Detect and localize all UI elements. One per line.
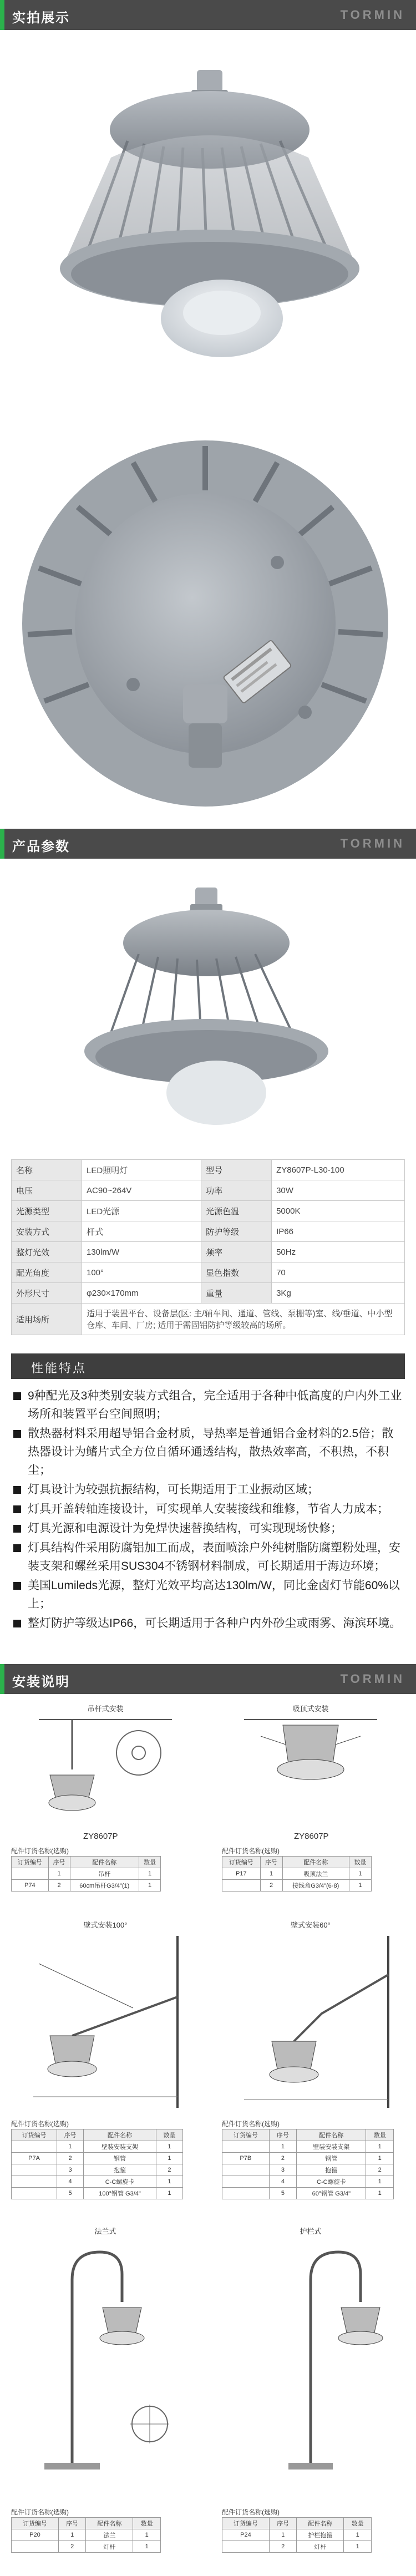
cfg-cell: 订货编号 [222,2518,270,2529]
spec-value: 3Kg [272,1283,405,1304]
diagram-pole [22,2235,189,2474]
diagram-ceiling [239,1714,383,1830]
cfg-cell: 配件名称 [84,2129,156,2141]
product-photo [0,865,416,1143]
cfg-cell: 2 [366,2164,394,2176]
cfg-row [222,1880,372,1892]
cfg-row [222,2141,394,2153]
spec-label: 显色指数 [201,1262,272,1283]
cfg-cell: 2 [156,2164,182,2176]
cfg-cell: 1 [156,2141,182,2153]
cfg-cell: 数量 [366,2129,394,2141]
cfg-table-ceiling [222,1856,372,1892]
spec-value: 70 [272,1262,405,1283]
cfg-cell: 订货编号 [222,1857,261,1868]
cfg-cell: 壁装安装支架 [297,2141,366,2153]
spec-label: 功率 [201,1180,272,1201]
spec-row [12,1283,405,1304]
lamp-photo-top [0,424,416,823]
cfg-cell: 1 [156,2176,182,2188]
spec-value: LED照明灯 [82,1160,201,1180]
spec-value: LED光源 [82,1201,201,1221]
cfg-cell: 数量 [349,1857,371,1868]
cfg-row [12,2176,183,2188]
feature-text: 9种配光及3种类别安装方式组合，完全适用于各种中低高度的户内外工业场所和装置平台空间照明； [28,1390,402,1421]
spec-row [12,1160,405,1180]
feature-text: 灯具结构件采用防腐铝加工而成，表面喷涂户外纯树脂防腐塑粉处理，安装支架和螺丝采用SUS304不锈钢材料制成，可长期适用于海边环境； [28,1541,400,1573]
cfg-cell: 数量 [139,1857,161,1868]
cfg-header-row [12,2129,183,2141]
cfg-table-hoist [11,1856,161,1892]
cfg-cell: 序号 [58,2518,86,2529]
cfg-cell: 1 [366,2176,394,2188]
spec-value: ZY8607P-L30-100 [272,1160,405,1180]
cfg-cell: 1 [344,2529,372,2541]
cfg-cell: 序号 [269,2518,297,2529]
spec-value: 50Hz [272,1242,405,1262]
spec-row [12,1180,405,1201]
cfg-cell: 吊杆 [70,1868,139,1880]
cfg-cell: 序号 [57,2129,84,2141]
cfg-cell [12,1868,49,1880]
cfg-cell [12,2176,57,2188]
cfg-cell: 1 [344,2541,372,2553]
cfg-cell: 100°钢管 G3/4" [84,2188,156,2199]
cfg-cell: P24 [222,2529,270,2541]
install-title-wall100: 壁式安装100° [83,1921,128,1929]
cfg-cell: P17 [222,1868,261,1880]
cfg-cell: 订货编号 [12,2129,57,2141]
cfg-cell: 灯杆 [86,2541,133,2553]
cfg-cell [222,2188,270,2199]
feature-text: 灯具开盖转轴连接设计，可实现单人安装接线和维修，节省人力成本； [28,1503,389,1515]
cfg-row [222,2188,394,2199]
cfg-header-row [222,2518,372,2529]
cfg-cell: P20 [12,2529,59,2541]
cfg-cell: 4 [269,2176,297,2188]
cfg-cell: 2 [48,1880,70,1892]
cfg-cell: 1 [260,1868,282,1880]
cfg-cell: 1 [349,1868,371,1880]
cfg-cell: 3 [269,2164,297,2176]
cfg-cell: P74 [12,1880,49,1892]
cfg-cell: 1 [58,2529,86,2541]
cfg-cell: 2 [57,2153,84,2164]
section-title: 产品参数 [12,839,70,854]
bullet-icon [13,1620,21,1627]
spec-label: 安装方式 [12,1221,82,1242]
cfg-cell: 2 [58,2541,86,2553]
spec-row-application [12,1304,405,1335]
cfg-cell: 5 [269,2188,297,2199]
model-ceiling: ZY8607P [294,1832,329,1841]
feature-item [13,1480,405,1499]
cfg-cell: 钢管 [297,2153,366,2164]
cfg-row [222,2529,372,2541]
cfg-row [12,1880,161,1892]
cfg-cell: 序号 [48,1857,70,1868]
cfg-caption-ceiling: 配件订货名称(选购) [222,1847,280,1855]
feature-item [13,1387,405,1423]
cfg-row [222,2541,372,2553]
cfg-cell: 序号 [269,2129,297,2141]
cfg-cell: 订货编号 [222,2129,270,2141]
cfg-cell: 接线盒G3/4"(6-8) [282,1880,349,1892]
cfg-cell: 配件名称 [86,2518,133,2529]
cfg-cell [12,2541,59,2553]
cfg-cell: 2 [269,2541,297,2553]
feature-text: 灯具光源和电源设计为免焊快速替换结构，可实现现场快修； [28,1522,342,1535]
accent-bar [0,0,4,30]
brand-watermark: TORMIN [340,836,405,850]
spec-label: 电压 [12,1180,82,1201]
cfg-cell: P7A [12,2153,57,2164]
spec-label: 重量 [201,1283,272,1304]
spec-label: 外形尺寸 [12,1283,82,1304]
cfg-cell: 配件名称 [297,2129,366,2141]
cfg-cell [222,2176,270,2188]
lamp-photo-side [0,30,416,424]
spec-label: 配光角度 [12,1262,82,1283]
feature-item [13,1424,405,1479]
spec-label: 适用场所 [12,1304,82,1335]
cfg-cell: 灯杆 [297,2541,344,2553]
cfg-cell [12,2188,57,2199]
spec-row [12,1242,405,1262]
cfg-cell: 1 [366,2153,394,2164]
feature-text: 灯具设计为较强抗振结构，可长期适用于工业振动区域； [28,1483,319,1496]
spec-value: 130lm/W [82,1242,201,1262]
spec-value: 30W [272,1180,405,1201]
spec-row [12,1262,405,1283]
cfg-table-guard [222,2517,372,2553]
feature-item [13,1614,405,1632]
cfg-cell: 配件名称 [70,1857,139,1868]
cfg-cell: 订货编号 [12,1857,49,1868]
feature-text: 散热器材料采用超导铝合金材质，导热率是普通铝合金材料的2.5倍；散热器设计为鳍片式全方位自循环通透结构，散热效率高，不积热，不积尘； [28,1427,394,1477]
spec-label: 光源色温 [201,1201,272,1221]
bullet-icon [13,1486,21,1494]
cfg-cell: 抱箍 [297,2164,366,2176]
install-title-wall60: 壁式安装60° [291,1921,331,1929]
cfg-cell [12,2164,57,2176]
section-header-install [0,1664,416,1694]
cfg-cell: 1 [269,2141,297,2153]
bullet-icon [13,1430,21,1438]
cfg-row [12,2141,183,2153]
cfg-table-wall60 [222,2129,394,2199]
cfg-table-pole [11,2517,161,2553]
spec-label: 光源类型 [12,1201,82,1221]
section-header-photo [0,0,416,30]
spec-label: 名称 [12,1160,82,1180]
spec-label: 防护等级 [201,1221,272,1242]
cfg-cell: 1 [133,2541,161,2553]
cfg-cell: C-C螺旋卡 [84,2176,156,2188]
cfg-row [12,2541,161,2553]
spec-value: 杆式 [82,1221,201,1242]
cfg-cell: 1 [48,1868,70,1880]
feature-item [13,1500,405,1518]
cfg-cell: 数量 [344,2518,372,2529]
install-title-guard: 护栏式 [300,2227,322,2235]
diagram-hoist [33,1714,177,1830]
cfg-row [222,2164,394,2176]
cfg-row [12,2164,183,2176]
accent-bar [0,1664,4,1694]
cfg-cell: 1 [156,2153,182,2164]
cfg-cell: 护栏抱箍 [297,2529,344,2541]
bullet-icon [13,1544,21,1552]
section-title: 实拍展示 [12,11,70,26]
cfg-cell [222,2164,270,2176]
cfg-cell: 1 [57,2141,84,2153]
cfg-cell: 1 [139,1880,161,1892]
cfg-row [222,2153,394,2164]
cfg-cell: 1 [269,2529,297,2541]
cfg-cell: P7B [222,2153,270,2164]
bullet-icon [13,1505,21,1513]
cfg-cell: 序号 [260,1857,282,1868]
cfg-caption-pole: 配件订货名称(选购) [11,2508,69,2516]
cfg-caption-wall60: 配件订货名称(选购) [222,2120,280,2128]
spec-label: 整灯光效 [12,1242,82,1262]
cfg-row [12,2153,183,2164]
cfg-header-row [12,1857,161,1868]
cfg-cell: 3 [57,2164,84,2176]
cfg-caption-wall100: 配件订货名称(选购) [11,2120,69,2128]
model-hoist: ZY8607P [83,1832,118,1841]
spec-value: 100° [82,1262,201,1283]
feature-item [13,1576,405,1613]
cfg-cell: 60cm吊杆G3/4"(1) [70,1880,139,1892]
cfg-row [222,2176,394,2188]
cfg-cell: 60°钢管 G3/4" [297,2188,366,2199]
cfg-header-row [12,2518,161,2529]
cfg-cell: 1 [366,2188,394,2199]
install-title-hoist: 吊杆式安装 [87,1705,124,1713]
section-title: 安装说明 [12,1675,70,1690]
cfg-cell: 抱箍 [84,2164,156,2176]
cfg-cell [222,1880,261,1892]
cfg-row [12,1868,161,1880]
cfg-cell: 4 [57,2176,84,2188]
cfg-cell: 2 [269,2153,297,2164]
cfg-cell: 配件名称 [282,1857,349,1868]
cfg-cell: 数量 [133,2518,161,2529]
cfg-cell: 壁装安装支架 [84,2141,156,2153]
cfg-cell: 1 [349,1880,371,1892]
spec-value: 5000K [272,1201,405,1221]
cfg-table-wall100 [11,2129,183,2199]
spec-table [11,1159,405,1335]
cfg-cell: 2 [260,1880,282,1892]
section-header-params [0,829,416,859]
bullet-icon [13,1525,21,1533]
cfg-row [12,2188,183,2199]
cfg-cell [222,2541,270,2553]
features-list [13,1387,405,1634]
accent-bar [0,829,4,859]
spec-label: 频率 [201,1242,272,1262]
cfg-cell [12,2141,57,2153]
cfg-cell: 订货编号 [12,2518,59,2529]
cfg-caption-hoist: 配件订货名称(选购) [11,1847,69,1855]
cfg-cell: 5 [57,2188,84,2199]
diagram-wall60 [233,1930,399,2113]
bullet-icon [13,1392,21,1400]
features-title: 性能特点 [31,1361,87,1375]
cfg-cell: 1 [133,2529,161,2541]
spec-row [12,1221,405,1242]
cfg-row [222,1868,372,1880]
cfg-cell: 1 [139,1868,161,1880]
spec-row [12,1201,405,1221]
diagram-wall100 [22,1930,189,2113]
features-header [11,1353,405,1379]
spec-value: 适用于装置平台、设备层(区: 主/辅车间、通道、管线、泵棚等)室、线/垂道、中小型仓库、车间、厂房; 适用于需固铝防护等级较高的场所。 [82,1304,405,1335]
spec-value: φ230×170mm [82,1283,201,1304]
cfg-caption-guard: 配件订货名称(选购) [222,2508,280,2516]
cfg-cell: 配件名称 [297,2518,344,2529]
cfg-cell: 钢管 [84,2153,156,2164]
cfg-cell: 1 [156,2188,182,2199]
cfg-cell: C-C螺旋卡 [297,2176,366,2188]
cfg-cell: 法兰 [86,2529,133,2541]
spec-label: 型号 [201,1160,272,1180]
install-title-ceiling: 吸顶式安装 [292,1705,329,1713]
diagram-guard [233,2235,399,2474]
cfg-header-row [222,1857,372,1868]
cfg-cell: 1 [366,2141,394,2153]
feature-text: 美国Lumileds光源，整灯光效平均高达130lm/W，同比金卤灯节能60%以上； [28,1579,400,1610]
cfg-cell: 数量 [156,2129,182,2141]
cfg-cell [222,2141,270,2153]
feature-item [13,1519,405,1538]
feature-text: 整灯防护等级达IP66，可长期适用于各种户内外砂尘或雨雾、海滨环境。 [28,1617,402,1630]
feature-item [13,1539,405,1575]
cfg-header-row [222,2129,394,2141]
install-title-pole: 法兰式 [94,2227,116,2235]
spec-value: AC90~264V [82,1180,201,1201]
bullet-icon [13,1582,21,1590]
cfg-cell: 吸顶法兰 [282,1868,349,1880]
brand-watermark: TORMIN [340,8,405,22]
cfg-row [12,2529,161,2541]
brand-watermark: TORMIN [340,1672,405,1686]
spec-value: IP66 [272,1221,405,1242]
